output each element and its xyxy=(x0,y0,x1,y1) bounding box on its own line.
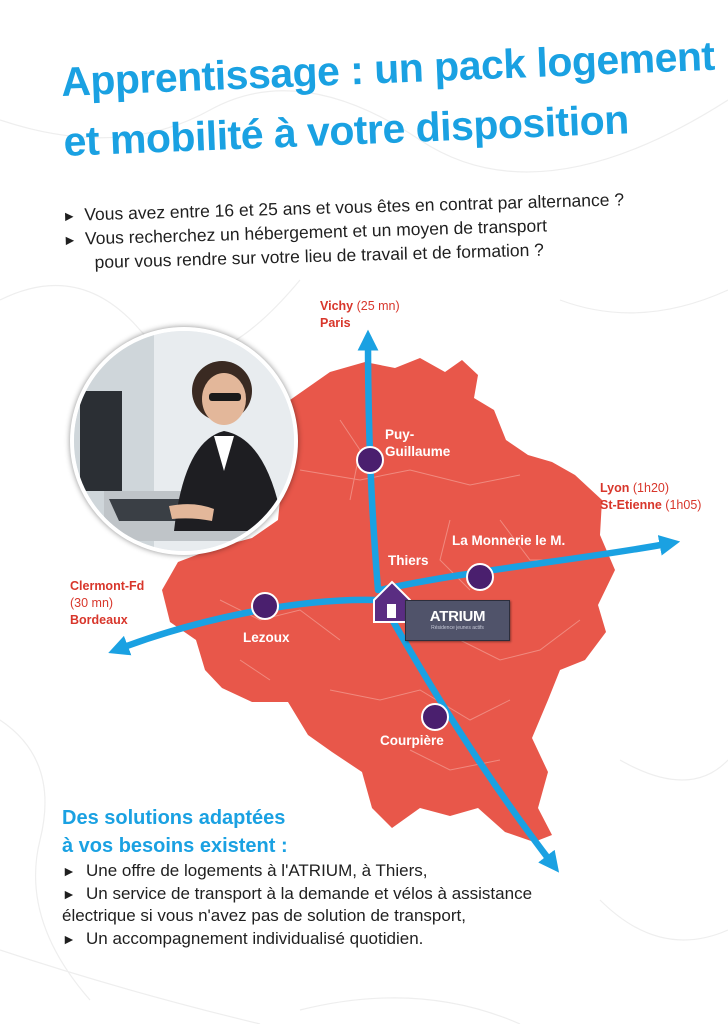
solution-item: ► Un accompagnement individualisé quotidien. xyxy=(62,928,712,951)
stop-courpiere-icon xyxy=(421,703,449,731)
bullet-arrow-icon: ► xyxy=(62,863,76,879)
bullet-arrow-icon: ► xyxy=(62,231,78,248)
destination-west: Clermont-Fd (30 mn) Bordeaux xyxy=(70,579,145,627)
solution-item-continuation: électrique si vous n'avez pas de solution de transport, xyxy=(62,906,466,925)
destination-north: Vichy (25 mn) Paris xyxy=(320,299,400,330)
destination-east: Lyon (1h20) St-Etienne (1h05) xyxy=(600,481,702,512)
atrium-tagline: Résidence jeunes actifs xyxy=(431,625,484,631)
stop-la-monnerie-icon xyxy=(466,563,494,591)
intro-item: ► Vous recherchez un hébergement et un moyen de transport xyxy=(63,210,713,252)
solutions-section xyxy=(62,804,712,950)
solutions-heading-line-2: à vos besoins existent : xyxy=(62,835,288,857)
bullet-arrow-icon: ► xyxy=(62,207,77,224)
town-thiers: Thiers xyxy=(388,553,429,568)
town-lezoux: Lezoux xyxy=(243,630,290,645)
title-line-2: et mobilité à votre disposition xyxy=(62,96,630,165)
title-line-1: Apprentissage : un pack logement xyxy=(60,32,716,105)
solution-item: ► Une offre de logements à l'ATRIUM, à Thiers, xyxy=(62,860,712,883)
solution-item: ► Un service de transport à la demande et vélos à assistance xyxy=(62,883,712,906)
atrium-logo xyxy=(405,600,510,641)
town-puy-guillaume: Puy- Guillaume xyxy=(385,427,451,459)
atrium-name: ATRIUM xyxy=(429,608,486,625)
bullet-arrow-icon: ► xyxy=(62,930,76,947)
intro-item: ► Vous avez entre 16 et 25 ans et vous êtes en contrat par alternance ? xyxy=(62,186,712,228)
intro-item-continuation: pour vous rendre sur votre lieu de travail et de formation ? xyxy=(94,239,545,273)
solutions-heading-line-1: Des solutions adaptées xyxy=(62,807,286,829)
bullet-arrow-icon: ► xyxy=(62,885,76,902)
town-courpiere: Courpière xyxy=(380,733,444,748)
stop-puy-guillaume-icon xyxy=(356,446,384,474)
stop-lezoux-icon xyxy=(251,592,279,620)
woman-at-computer-image xyxy=(74,331,294,551)
town-la-monnerie: La Monnerie le M. xyxy=(452,533,566,548)
apprentice-photo xyxy=(70,327,298,555)
